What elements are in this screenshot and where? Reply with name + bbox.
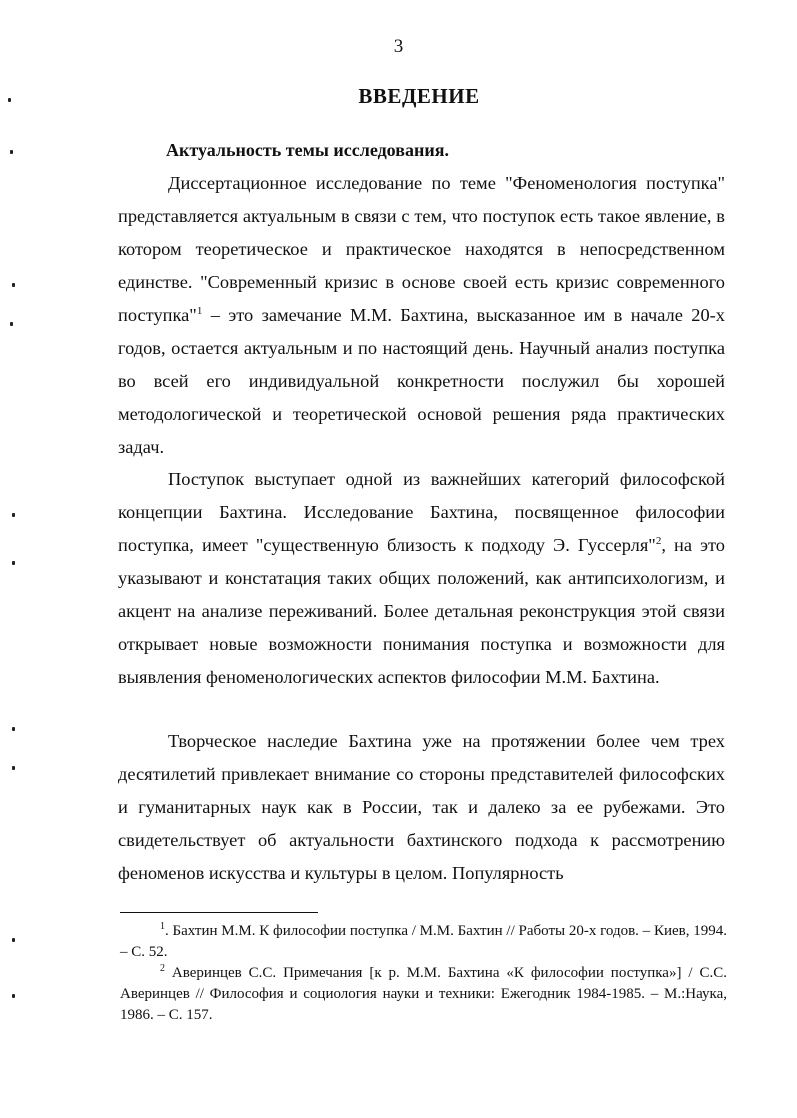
paragraph-1-text-cont: – это замечание М.М. Бахтина, высказанное им в начале 20-х годов, остается актуальным и по настоящий день. Научный анализ поступка во всей его индивидуальной конкретности послужил бы хорошей методологической и теоретической основой решения ряда практических задач. — [118, 305, 725, 457]
scan-speck — [12, 938, 15, 942]
paragraph-2-text: Поступок выступает одной из важнейших категорий философской концепции Бахтина. Исследование Бахтина, посвященное философии поступка, имеет "существенную близость к подходу Э. Гуссерля" — [118, 469, 725, 555]
scan-speck — [12, 283, 15, 287]
paragraph-3-text: Творческое наследие Бахтина уже на протяжении более чем трех десятилетий привлекает внимание со стороны представителей философских и гуманитарных наук как в России, так и далеко за ее рубежами. Это свидетельствует об актуальности бахтинского подхода к рассмотрению феноменов искусства и культуры в целом. Популярность — [118, 731, 725, 883]
page-number: 3 — [393, 36, 404, 57]
footnote-ref-1: 1 — [196, 304, 203, 317]
footnote-ref-2: 2 — [655, 534, 662, 547]
footnote-separator — [120, 912, 318, 913]
paragraph-2-text-cont: , на это указывают и констатация таких общих положений, как антипсихологизм, и акцент на анализе переживаний. Более детальная реконструкция этой связи открывает новые возможности понимания поступка и возможности для выявления феноменологических аспектов философии М.М. Бахтина. — [118, 535, 725, 687]
footnote-2 — [120, 963, 727, 1026]
scan-speck — [12, 994, 15, 998]
paragraph-3 — [118, 725, 725, 890]
section-heading: Актуальность темы исследования. — [166, 140, 449, 160]
paragraph-2 — [118, 463, 725, 694]
footnote-1 — [120, 921, 727, 963]
footnote-1-mark: 1 — [160, 921, 165, 932]
footnote-1-text: . Бахтин М.М. К философии поступка / М.М. Бахтин // Работы 20-х годов. – Киев, 1994. – С. 52. — [120, 923, 727, 960]
paragraph-1 — [118, 167, 725, 464]
paragraph-1-text: Диссертационное исследование по теме "Феноменология поступка" представляется актуальным в связи с тем, что поступок есть такое явление, в котором теоретическое и практическое находятся в непосредственном единстве. "Современный кризис в основе своей есть кризис современного поступка" — [118, 173, 725, 325]
footnotes — [120, 921, 727, 1026]
scan-speck — [12, 727, 15, 731]
scan-speck — [12, 513, 15, 517]
scan-speck — [12, 766, 15, 770]
footnote-2-text: Аверинцев С.С. Примечания [к р. М.М. Бахтина «К философии поступка»] / С.С. Аверинцев // Философия и социология науки и техники: Ежегодник 1984-1985. – М.:Наука, 1986. – С. 157. — [120, 965, 727, 1023]
footnote-2-mark: 2 — [160, 963, 165, 974]
scan-speck — [10, 150, 13, 154]
scan-speck — [10, 322, 13, 326]
page-title: ВВЕДЕНИЕ — [358, 84, 480, 108]
scan-speck — [8, 98, 11, 102]
scan-speck — [12, 561, 15, 565]
